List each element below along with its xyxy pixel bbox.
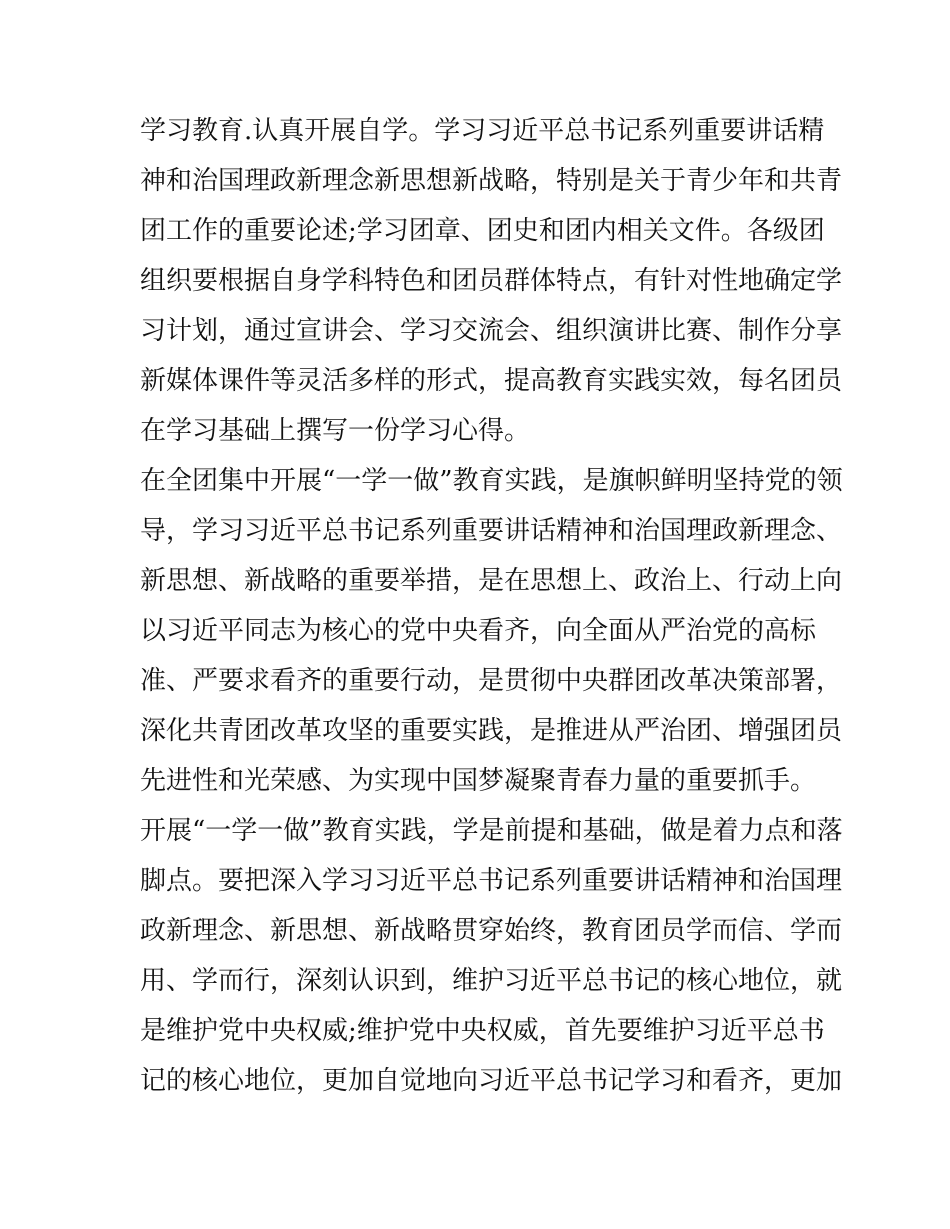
text-line: 新媒体课件等灵活多样的形式，提高教育实践实效，每名团员 — [140, 366, 843, 396]
text-line: 团工作的重要论述;学习团章、团史和团内相关文件。各级团 — [140, 216, 825, 246]
text-line: 用、学而行，深刻认识到，维护习近平总书记的核心地位，就 — [140, 966, 843, 996]
text-line: 学习教育.认真开展自学。学习习近平总书记系列重要讲话精 — [140, 116, 825, 146]
text-line: 是维护党中央权威;维护党中央权威，首先要维护习近平总书 — [140, 1016, 825, 1046]
text-line: 神和治国理政新理念新思想新战略，特别是关于青少年和共青 — [140, 166, 843, 196]
text-line: 新思想、新战略的重要举措，是在思想上、政治上、行动上向 — [140, 566, 843, 596]
text-line: 先进性和光荣感、为实现中国梦凝聚青春力量的重要抓手。 — [140, 766, 817, 796]
body-text — [140, 106, 843, 1106]
text-line: 准、严要求看齐的重要行动，是贯彻中央群团改革决策部署， — [140, 666, 843, 696]
text-line: 政新理念、新思想、新战略贯穿始终，教育团员学而信、学而 — [140, 916, 843, 946]
text-line: 脚点。要把深入学习习近平总书记系列重要讲话精神和治国理 — [140, 866, 843, 896]
text-line: 在学习基础上撰写一份学习心得。 — [140, 416, 531, 446]
text-line: 导，学习习近平总书记系列重要讲话精神和治国理政新理念、 — [140, 516, 843, 546]
text-line: 深化共青团改革攻坚的重要实践，是推进从严治团、增强团员 — [140, 716, 843, 746]
text-line: 在全团集中开展“一学一做”教育实践，是旗帜鲜明坚持党的领 — [140, 466, 843, 496]
text-line: 组织要根据自身学科特色和团员群体特点，有针对性地确定学 — [140, 266, 843, 296]
text-line: 以习近平同志为核心的党中央看齐，向全面从严治党的高标 — [140, 616, 817, 646]
text-line: 记的核心地位，更加自觉地向习近平总书记学习和看齐，更加 — [140, 1066, 843, 1096]
text-line: 开展“一学一做”教育实践，学是前提和基础，做是着力点和落 — [140, 816, 843, 846]
text-line: 习计划，通过宣讲会、学习交流会、组织演讲比赛、制作分享 — [140, 316, 843, 346]
